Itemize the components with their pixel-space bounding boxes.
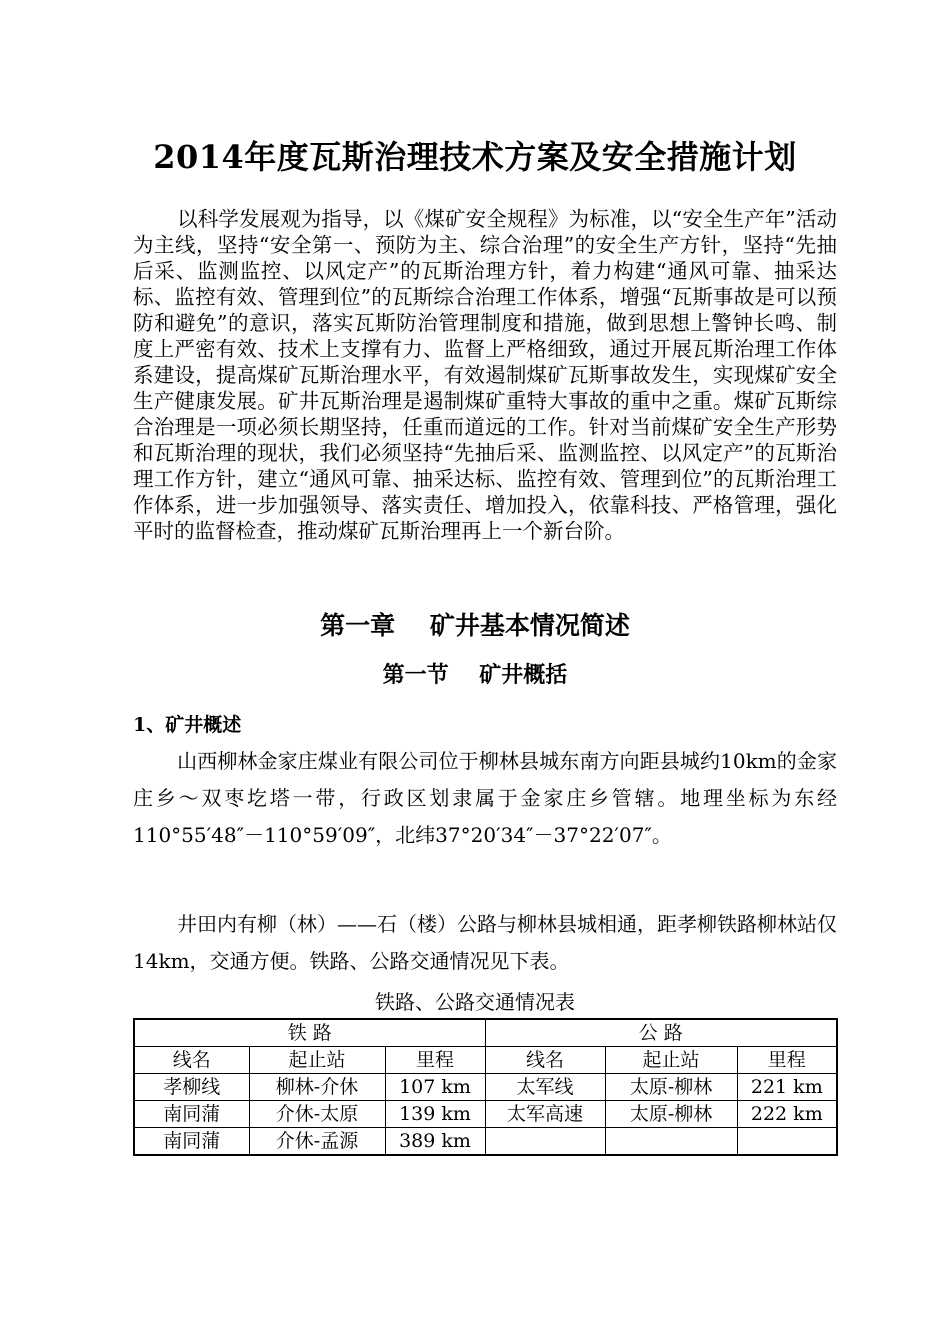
table-cell	[485, 1128, 605, 1156]
intro-text: 以科学发展观为指导，以《煤矿安全规程》为标准，以“安全生产年”活动为主线，坚持“安全第一、预防为主、综合治理”的安全生产方针，坚持“先抽后采、监测监控、以风定产”的瓦斯治理方针，着力构建“通风可靠、抽采达标、监控有效、管理到位”的瓦斯综合治理工作体系，增强“瓦斯事故是可以预防和避免”的意识，落实瓦斯防治管理制度和措施，做到思想上警钟长鸣、制度上严密有效、技术上支撑有力、监督上严格细致，通过开展瓦斯治理工作体系建设，提高煤矿瓦斯治理水平，有效遏制煤矿瓦斯事故发生，实现煤矿安全生产健康发展。矿井瓦斯治理是遏制煤矿重特大事故的重中之重。煤矿瓦斯综合治理是一项必须长期坚持，任重而道远的工作。针对当前煤矿安全生产形势和瓦斯治理的现状，我们必须坚持“先抽后采、监测监控、以风定产”的瓦斯治理工作方针，建立“通风可靠、抽采达标、监控有效、管理到位”的瓦斯治理工作体系，进一步加强领导、落实责任、增加投入，依靠科技、严格管理，强化平时的监督检查，推动煤矿瓦斯治理再上一个新台阶。	[133, 207, 837, 543]
table-cell: 139 km	[385, 1101, 485, 1128]
table-cell: 107 km	[385, 1074, 485, 1101]
table-cell: 222 km	[737, 1101, 837, 1128]
table-row	[134, 1128, 837, 1156]
table-cell: 太原-柳林	[605, 1101, 737, 1128]
traffic-text: 井田内有柳（林）——石（楼）公路与柳林县城相通，距孝柳铁路柳林站仅14km，交通方便。铁路、公路交通情况见下表。	[133, 912, 837, 973]
table-group-row	[134, 1019, 837, 1047]
chapter-heading: 第一章 矿井基本情况简述	[320, 611, 630, 640]
table-cell	[605, 1128, 737, 1156]
section-heading: 第一节 矿井概括	[382, 662, 568, 688]
traffic-table	[133, 1018, 838, 1156]
table-row	[134, 1101, 837, 1128]
table-header-row	[134, 1047, 837, 1074]
table-cell: 太军高速	[485, 1101, 605, 1128]
location-paragraph	[133, 743, 837, 854]
location-text: 山西柳林金家庄煤业有限公司位于柳林县城东南方向距县城约10km的金家庄乡～双枣圪塔一带，行政区划隶属于金家庄乡管辖。地理坐标为东经110°55′48″－110°59′09″，北纬37°20′34″－37°22′07″。	[133, 749, 837, 847]
header-cell: 里程	[385, 1047, 485, 1074]
intro-paragraph	[133, 206, 837, 544]
table-cell: 介休-孟源	[249, 1128, 385, 1156]
document-title: 2014年度瓦斯治理技术方案及安全措施计划	[153, 138, 797, 176]
table-cell: 389 km	[385, 1128, 485, 1156]
table-row	[134, 1074, 837, 1101]
table-cell	[737, 1128, 837, 1156]
table-cell: 孝柳线	[134, 1074, 249, 1101]
table-cell: 南同蒲	[134, 1101, 249, 1128]
group-road: 公 路	[485, 1019, 837, 1047]
table-cell: 太军线	[485, 1074, 605, 1101]
table-cell: 柳林-介休	[249, 1074, 385, 1101]
header-cell: 线名	[134, 1047, 249, 1074]
group-rail: 铁 路	[134, 1019, 485, 1047]
header-cell: 线名	[485, 1047, 605, 1074]
traffic-paragraph	[133, 906, 837, 980]
header-cell: 里程	[737, 1047, 837, 1074]
table-cell: 介休-太原	[249, 1101, 385, 1128]
table-cell: 221 km	[737, 1074, 837, 1101]
subheading: 1、矿井概述	[133, 714, 242, 736]
table-cell: 南同蒲	[134, 1128, 249, 1156]
table-caption: 铁路、公路交通情况表	[375, 990, 575, 1014]
table-cell: 太原-柳林	[605, 1074, 737, 1101]
header-cell: 起止站	[605, 1047, 737, 1074]
header-cell: 起止站	[249, 1047, 385, 1074]
